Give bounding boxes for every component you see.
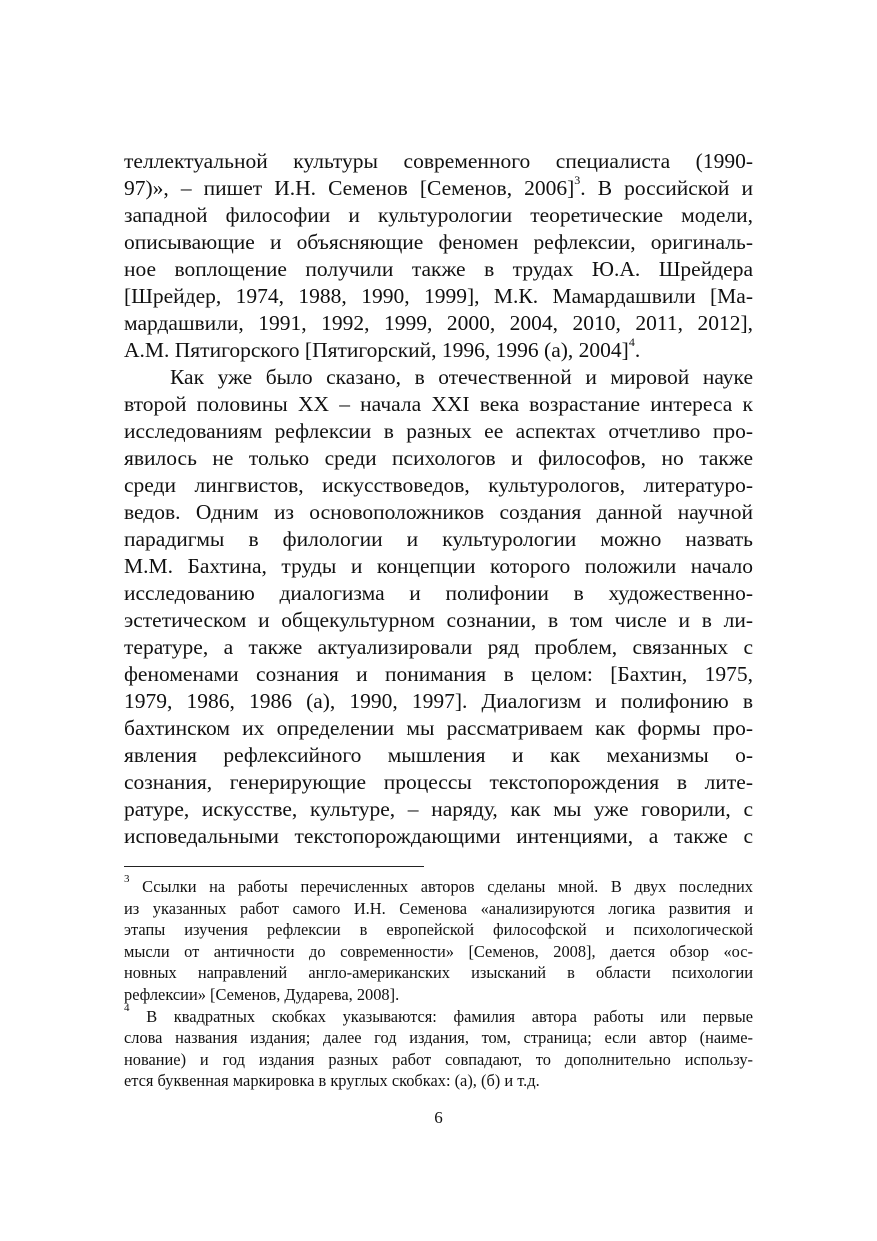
footnote-line (124, 872, 753, 898)
footnote-ref[interactable]: 4 (628, 334, 635, 349)
text-line: мардашвили, 1991, 1992, 1999, 2000, 2004, 2010, 2011, 2012], (124, 311, 753, 335)
line-text: 97)», – пишет И.Н. Семенов [Семенов, 2006] (124, 176, 575, 200)
footnote-marker: 3 (124, 872, 130, 885)
text-line: явления рефлексийного мышления и как механизмы о- (124, 743, 753, 767)
footnote-ref[interactable]: 3 (574, 172, 581, 187)
footnote-line: ется буквенная маркировка в круглых скобках: (а), (б) и т.д. (124, 1071, 540, 1091)
text-line: ратуре, искусстве, культуре, – наряду, как мы уже говорили, с (124, 797, 753, 821)
main-text (124, 148, 753, 850)
text-line: феноменами сознания и понимания в целом: [Бахтин, 1975, (124, 662, 753, 686)
footnote-line: нование) и год издания разных работ совпадают, то дополнительно использу- (124, 1049, 753, 1069)
text-line: явилось не только среди психологов и философов, но также (124, 446, 753, 470)
line-text: . (634, 338, 641, 362)
line-text: В квадратных скобках указываются: фамилия автора работы или первые (129, 1006, 753, 1026)
text-line: исследованию диалогизма и полифонии в художественно- (124, 581, 753, 605)
line-text: А.М. Пятигорского [Пятигорский, 1996, 1996 (а), 2004] (124, 338, 629, 362)
text-line: [Шрейдер, 1974, 1988, 1990, 1999], М.К. Мамардашвили [Ма- (124, 284, 753, 308)
text-line (124, 172, 753, 202)
text-line: второй половины XX – начала XXI века возрастание интереса к (124, 392, 753, 416)
line-text: . В российской и (580, 176, 753, 200)
text-line: парадигмы в филологии и культурологии можно назвать (124, 527, 753, 551)
text-line: теллектуальной культуры современного специалиста (1990- (124, 149, 753, 173)
footnote-line: мысли от античности до современности» [Семенов, 2008], дается обзор «ос- (124, 941, 753, 961)
page-number: 6 (434, 1108, 443, 1127)
footnote-line: рефлексии» [Семенов, Дударева, 2008]. (124, 984, 400, 1004)
text-line: М.М. Бахтина, труды и концепции которого положили начало (124, 554, 753, 578)
text-line: исследованиям рефлексии в разных ее аспектах отчетливо про- (124, 419, 753, 443)
text-line: бахтинском их определении мы рассматриваем как формы про- (124, 716, 753, 740)
footnote-line: слова названия издания; далее год издания, том, страница; если автор (наиме- (124, 1028, 753, 1048)
text-line: тературе, а также актуализировали ряд проблем, связанных с (124, 635, 753, 659)
footnote-divider (124, 866, 424, 867)
footnote-line (124, 1002, 753, 1028)
text-line: исповедальными текстопорождающими интенциями, а также с (124, 824, 753, 848)
footnotes (124, 872, 753, 1092)
line-text: Ссылки на работы перечисленных авторов сделаны мной. В двух последних (129, 877, 753, 896)
text-line: ведов. Одним из основоположников создания данной научной (124, 500, 753, 524)
text-line: среди лингвистов, искусствоведов, культурологов, литературо- (124, 473, 753, 497)
text-line: эстетическом и общекультурном сознании, в том числе и в ли- (124, 608, 753, 632)
text-line: описывающие и объясняющие феномен рефлексии, оригиналь- (124, 230, 753, 254)
text-line: сознания, генерирующие процессы текстопорождения в лите- (124, 770, 753, 794)
text-line: западной философии и культурологии теоретические модели, (124, 203, 753, 227)
text-line: Как уже было сказано, в отечественной и мировой науке (170, 365, 753, 389)
footnote-line: из указанных работ самого И.Н. Семенова «анализируются логика развития и (124, 898, 753, 918)
text-line: 1979, 1986, 1986 (а), 1990, 1997]. Диалогизм и полифонию в (124, 689, 753, 713)
footnote-line: этапы изучения рефлексии в европейской философской и психологической (124, 920, 753, 940)
text-line: ное воплощение получили также в трудах Ю.А. Шрейдера (124, 257, 753, 281)
footnote-marker: 4 (124, 1002, 130, 1015)
footnote-line: новных направлений англо-американских изысканий в области психологии (124, 963, 753, 983)
text-line (124, 334, 753, 364)
